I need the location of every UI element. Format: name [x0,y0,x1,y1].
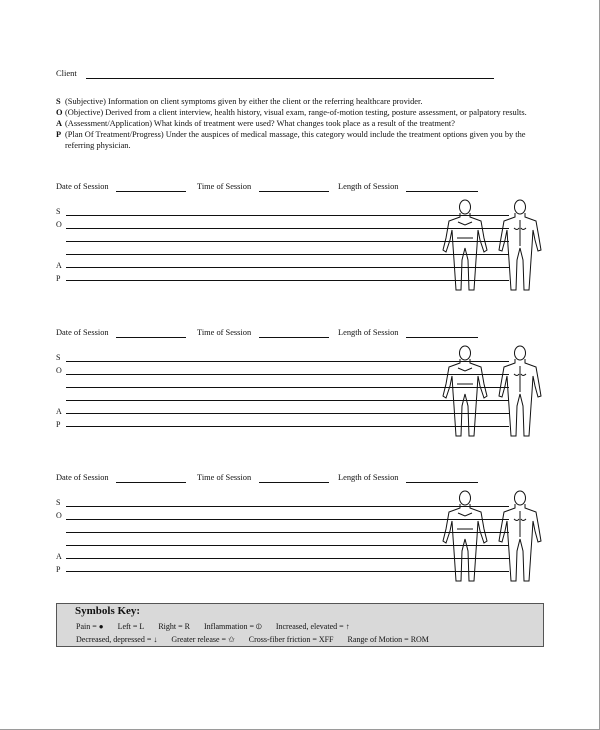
symbol-cross-fiber: Cross-fiber friction = XFF [248,635,334,644]
o-line-letter: O [56,511,62,520]
session-block-3 [56,473,546,593]
symbols-key-row-2 [76,635,441,644]
length-of-session-field[interactable] [406,337,478,338]
soap-def-s [56,96,546,107]
soap-def-text: (Objective) Derived from a client interview, health history, visual exam, range-of-motion testing, posture assessment, or palpatory results. [65,108,527,117]
client-name-field[interactable] [86,78,494,79]
time-of-session-label: Time of Session [197,473,252,482]
date-of-session-field[interactable] [116,191,186,192]
s-line-letter: S [56,207,61,216]
symbols-key [56,603,544,647]
body-front-figure[interactable] [440,198,490,294]
body-back-icon [495,198,545,294]
s-line-letter: S [56,498,61,507]
symbol-left: Left = L [117,622,145,631]
body-front-figure[interactable] [440,344,490,440]
s-line-letter: S [56,353,61,362]
date-of-session-label: Date of Session [56,473,109,482]
symbol-inflammation: Inflammation = ⦶ [203,622,262,631]
symbols-key-row-1 [76,622,362,632]
soap-def-letter: A [56,119,63,128]
soap-definitions [56,96,546,151]
o-line-letter: O [56,220,62,229]
o-line-letter: O [56,366,62,375]
symbol-pain: Pain = ● [76,622,104,631]
body-back-figure[interactable] [495,344,545,440]
symbol-rom: Range of Motion = ROM [347,635,429,644]
body-back-icon [495,344,545,440]
body-front-icon [440,198,490,294]
soap-def-letter: P [56,130,62,139]
soap-def-p [56,129,546,151]
client-label: Client [56,68,77,78]
date-of-session-label: Date of Session [56,328,109,337]
session-block-2 [56,328,546,448]
soap-def-o [56,107,546,118]
body-front-figure[interactable] [440,489,490,585]
session-block-1 [56,182,546,302]
p-line-letter: P [56,420,61,429]
a-line-letter: A [56,261,62,270]
soap-def-text: (Subjective) Information on client symptoms given by either the client or the referring healthcare provider. [65,97,423,106]
length-of-session-field[interactable] [406,191,478,192]
time-of-session-field[interactable] [259,482,329,483]
time-of-session-field[interactable] [259,337,329,338]
body-back-figure[interactable] [495,198,545,294]
symbol-decreased: Decreased, depressed = ↓ [76,635,158,644]
symbol-greater-release: Greater release = ✩ [171,635,235,644]
a-line-letter: A [56,552,62,561]
date-of-session-field[interactable] [116,337,186,338]
time-of-session-label: Time of Session [197,182,252,191]
length-of-session-field[interactable] [406,482,478,483]
a-line-letter: A [56,407,62,416]
soap-def-text: (Plan Of Treatment/Progress) Under the auspices of medical massage, this category would include the treatment options given you by the referring physician. [65,130,526,150]
body-front-icon [440,489,490,585]
body-back-icon [495,489,545,585]
p-line-letter: P [56,565,61,574]
p-line-letter: P [56,274,61,283]
time-of-session-field[interactable] [259,191,329,192]
soap-def-a [56,118,546,129]
time-of-session-label: Time of Session [197,328,252,337]
symbols-key-title: Symbols Key: [75,605,141,617]
length-of-session-label: Length of Session [338,473,399,482]
soap-def-text: (Assessment/Application) What kinds of treatment were used? What changes took place as a result of the treatment? [65,119,455,128]
soap-def-letter: S [56,97,61,106]
body-back-figure[interactable] [495,489,545,585]
soap-def-letter: O [56,108,63,117]
symbol-increased: Increased, elevated = ↑ [275,622,350,631]
length-of-session-label: Length of Session [338,182,399,191]
symbol-right: Right = R [158,622,190,631]
body-front-icon [440,344,490,440]
length-of-session-label: Length of Session [338,328,399,337]
date-of-session-field[interactable] [116,482,186,483]
date-of-session-label: Date of Session [56,182,109,191]
